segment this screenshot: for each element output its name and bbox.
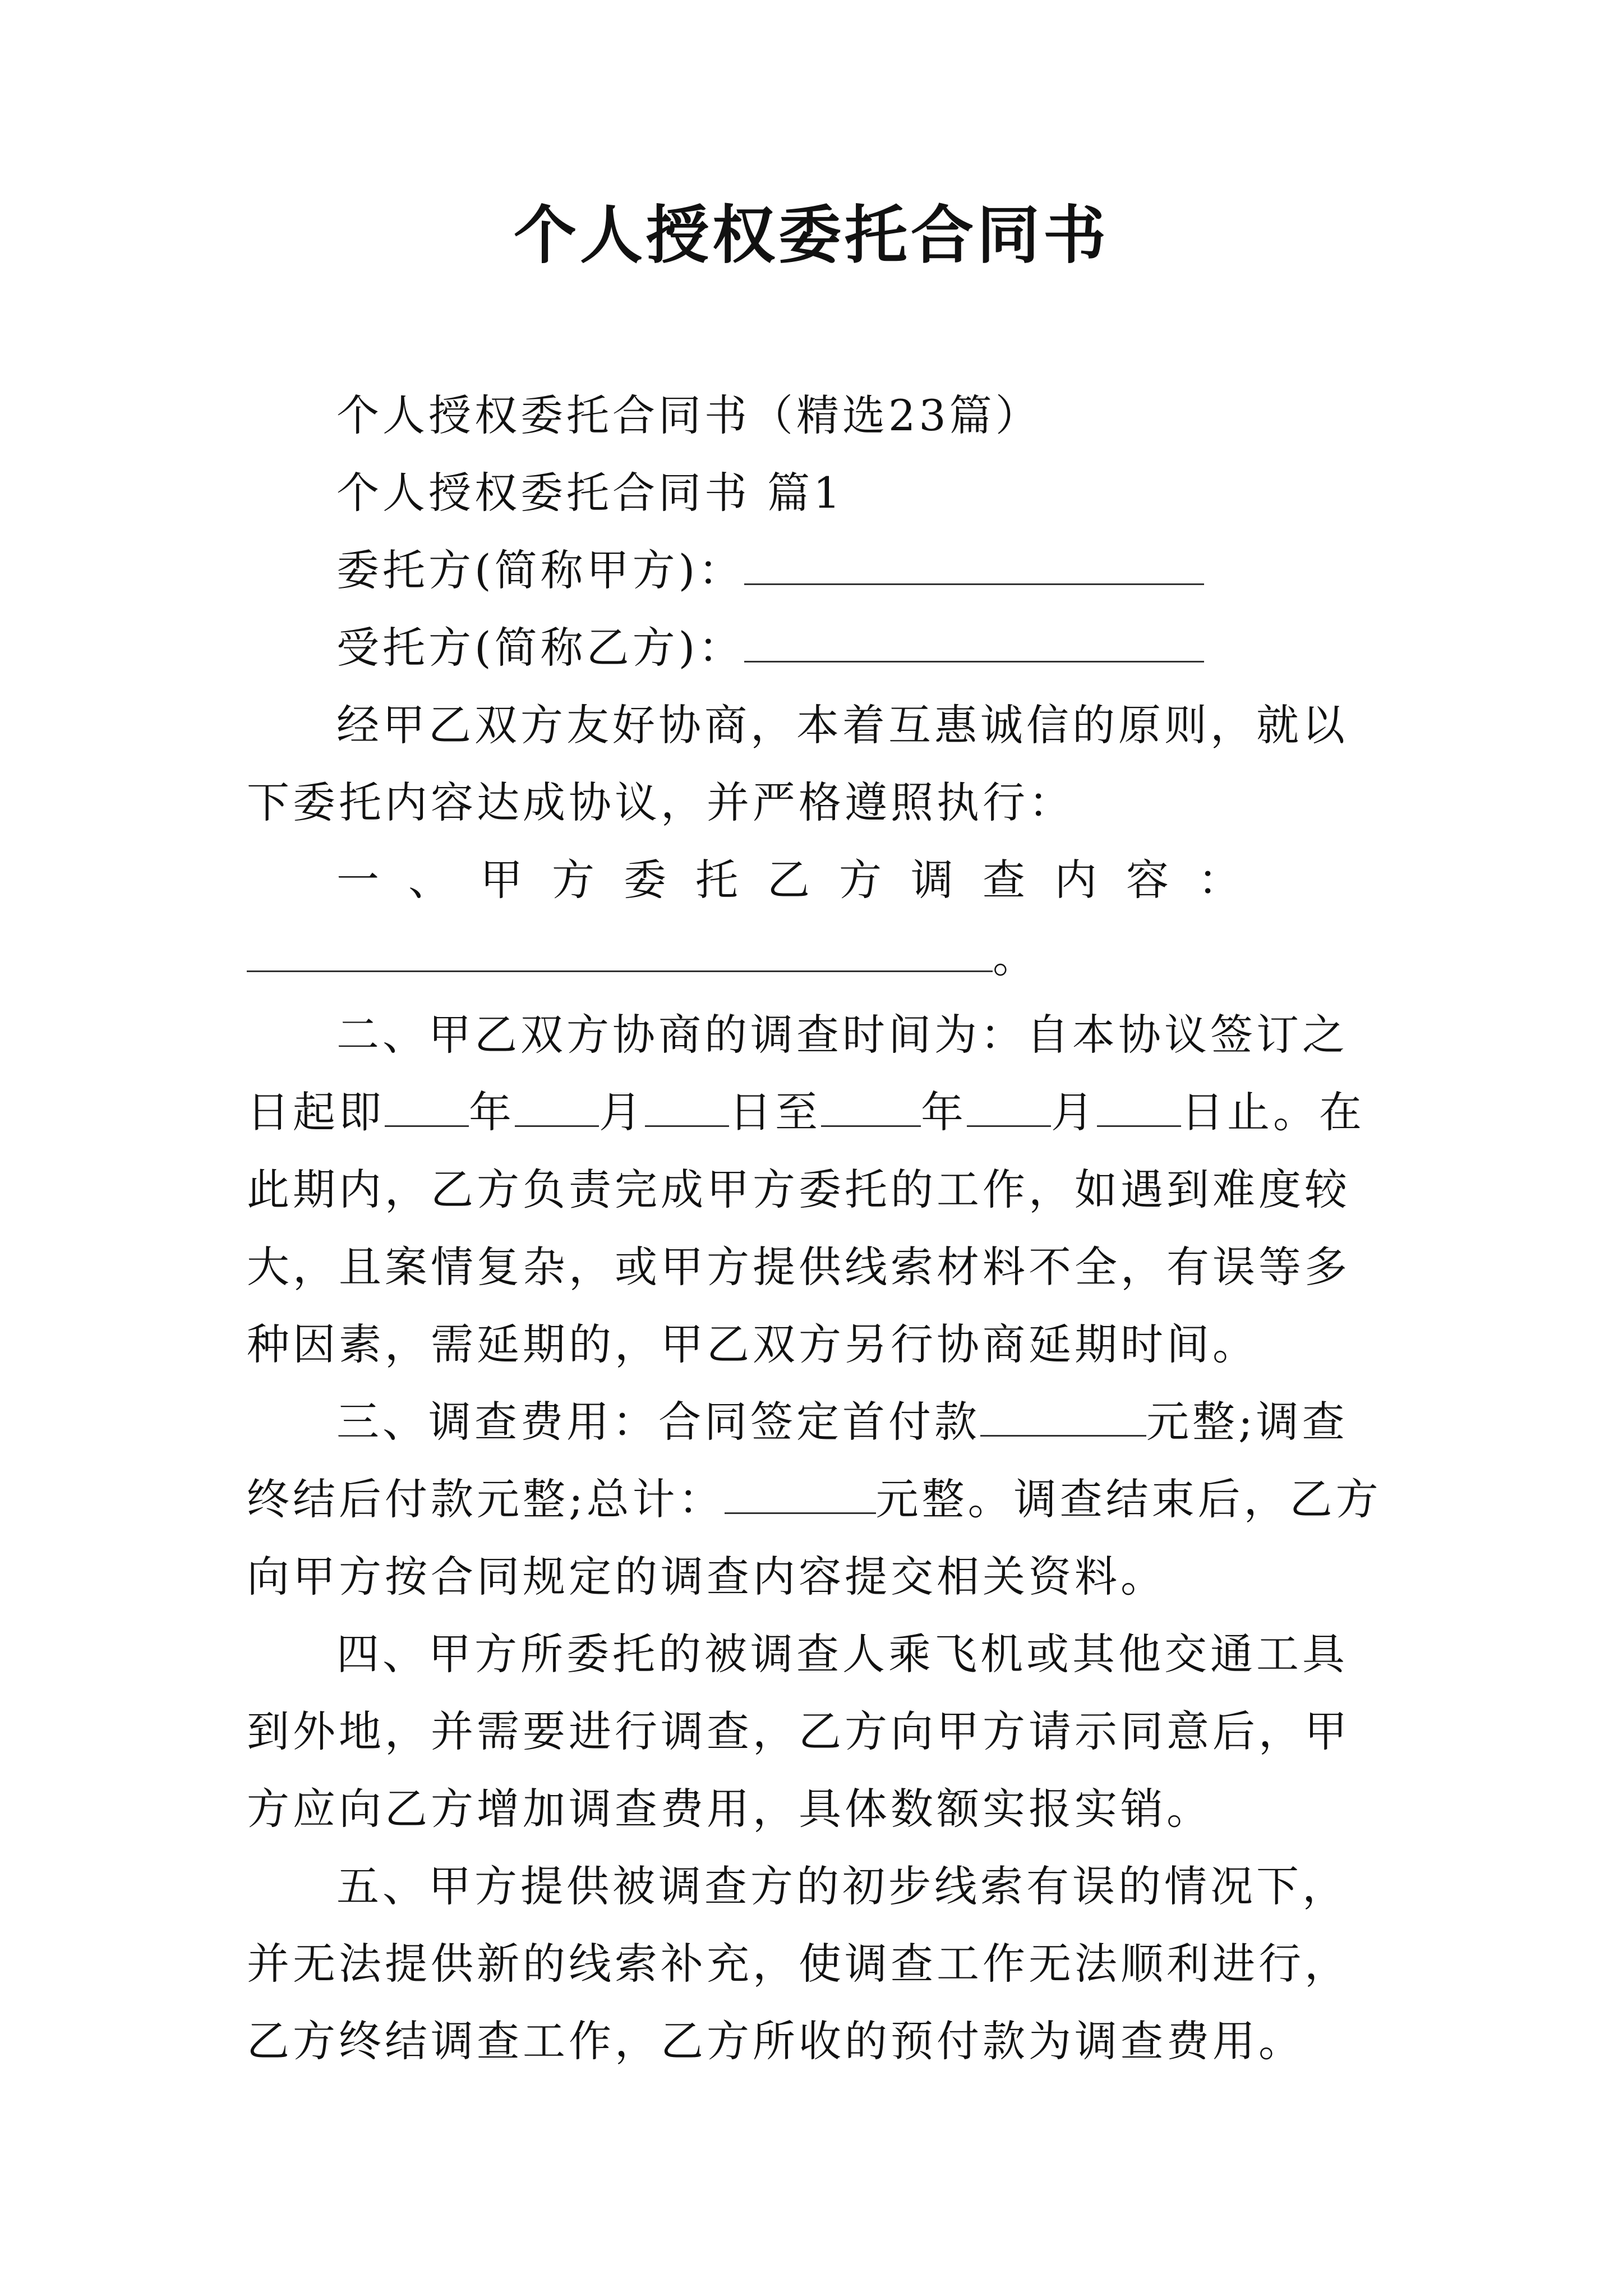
- clause-3-end: 元整。调查结束后，乙方向甲方按合同规定的调查内容提交相关资料。: [247, 1474, 1382, 1602]
- clause-3-mid: 元整;调查终结后付款元整;总计：: [247, 1397, 1348, 1524]
- clause-5-paragraph: 五、甲方提供被调查方的初步线索有误的情况下，并无法提供新的线索补充，使调查工作无法顺利进行，乙方终结调查工作，乙方所收的预付款为调查费用。: [247, 1861, 1350, 2066]
- party-a-blank: [744, 549, 1204, 585]
- start-day-blank: [645, 1091, 729, 1127]
- total-fee-blank: [725, 1478, 876, 1514]
- end-year-blank: [821, 1091, 921, 1127]
- clause-2-year2: 年: [921, 1087, 967, 1137]
- clause-1-blank-line: [247, 919, 1385, 996]
- clause-2-day2: 日止。: [1181, 1087, 1319, 1137]
- document-title: 个人授权委托合同书: [514, 199, 1109, 272]
- clause-1-blank: [247, 936, 993, 972]
- clause-2-year1: 年: [469, 1087, 515, 1137]
- clause-2-month2: 月: [1051, 1087, 1097, 1137]
- clause-2-paragraph: [247, 996, 1385, 1383]
- end-day-blank: [1097, 1091, 1181, 1127]
- party-a-label: 委托方(简称甲方)：: [336, 545, 745, 595]
- clause-3-paragraph: [247, 1383, 1385, 1616]
- party-b-line: [247, 609, 1385, 687]
- clause-1-heading: 一、甲方委托乙方调查内容：: [336, 855, 1270, 905]
- start-year-blank: [385, 1091, 469, 1127]
- start-month-blank: [515, 1091, 599, 1127]
- clause-2-day1: 日至: [729, 1087, 821, 1137]
- clause-2-rest: 在此期内，乙方负责完成甲方委托的工作，如遇到难度较大，且案情复杂，或甲方提供线索材料不全，有误等多种因素，需延期的，甲乙双方另行协商延期时间。: [247, 1087, 1365, 1369]
- clause-2-month1: 月: [599, 1087, 645, 1137]
- party-a-line: [247, 532, 1385, 609]
- clause-2-start: 二、甲乙双方协商的调查时间为：自本协议签订之日起即: [247, 1010, 1348, 1137]
- document-subtitle: 个人授权委托合同书（精选23篇）: [336, 390, 1041, 440]
- end-month-blank: [967, 1091, 1051, 1127]
- clause-1-end: 。: [993, 932, 1039, 982]
- down-payment-blank: [980, 1400, 1146, 1437]
- clause-4-paragraph: 四、甲方所委托的被调查人乘飞机或其他交通工具到外地，并需要进行调查，乙方向甲方请示同意后，甲方应向乙方增加调查费用，具体数额实报实销。: [247, 1629, 1350, 1834]
- intro-paragraph: 经甲乙双方友好协商，本着互惠诚信的原则，就以下委托内容达成协议，并严格遵照执行：: [247, 700, 1348, 827]
- party-b-label: 受托方(简称乙方)：: [336, 623, 745, 673]
- party-b-blank: [744, 626, 1204, 662]
- clause-3-start: 三、调查费用：合同签定首付款: [336, 1397, 980, 1447]
- chapter-heading: 个人授权委托合同书 篇1: [336, 468, 844, 518]
- document-body: [247, 377, 1385, 2080]
